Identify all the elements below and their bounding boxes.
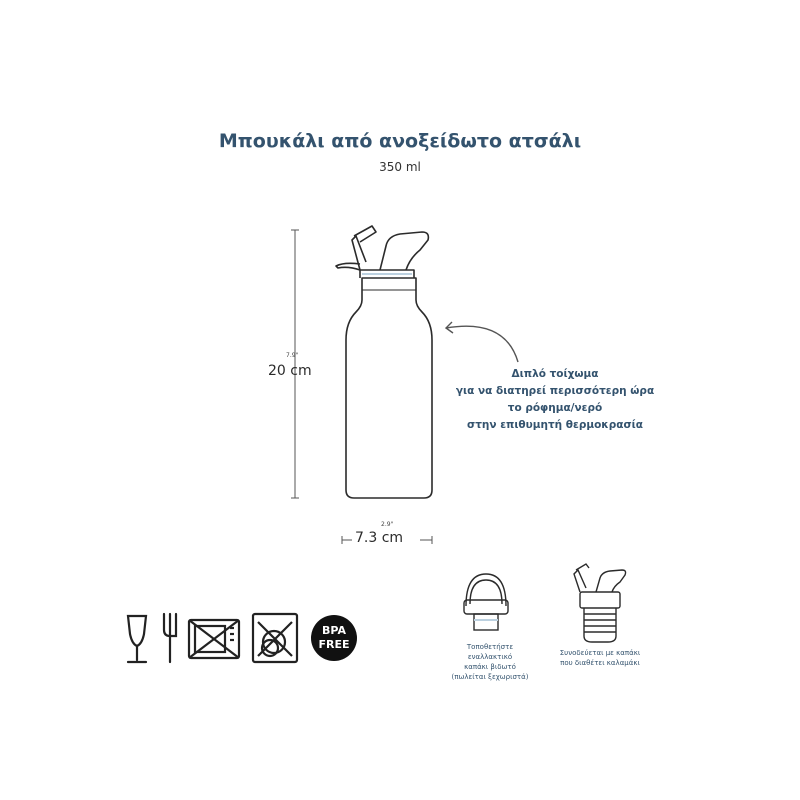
note-line: για να διατηρεί περισσότερη ώρα [455, 385, 655, 397]
caption-line: εναλλακτικό [467, 653, 513, 661]
height-cm: 20 cm [268, 363, 312, 379]
screw-cap-icon [464, 574, 508, 630]
note-line: Διπλό τοίχωμα [511, 368, 599, 380]
bottle-outline [336, 226, 432, 498]
food-safe-icon [128, 614, 176, 662]
screw-cap-caption [440, 642, 540, 682]
straw-cap-caption [540, 648, 660, 668]
no-dishwasher-icon [253, 614, 297, 662]
bpa-free-icon [311, 615, 357, 661]
no-microwave-icon [189, 620, 239, 658]
bpa-free-line2: FREE [318, 638, 350, 651]
note-line: στην επιθυμητή θερμοκρασία [467, 419, 643, 431]
caption-line: (πωλείται ξεχωριστά) [451, 673, 529, 681]
caption-line: Συνοδεύεται με καπάκι [559, 649, 641, 657]
note-line: το ρόφημα/νερό [507, 402, 603, 414]
width-inches: 2.9" [381, 521, 394, 528]
page-title: Μπουκάλι από ανοξείδωτο ατσάλι [218, 130, 582, 152]
bpa-free-line1: BPA [322, 624, 346, 637]
double-wall-note [430, 366, 680, 434]
width-cm: 7.3 cm [355, 530, 404, 546]
caption-line: που διαθέτει καλαμάκι [560, 659, 640, 667]
height-inches: 7.9" [286, 352, 299, 359]
caption-line: Τοποθετήστε [466, 643, 514, 651]
arrow-icon [446, 322, 518, 362]
caption-line: καπάκι βιδωτό [464, 663, 516, 671]
straw-cap-icon [574, 564, 626, 642]
capacity-label: 350 ml [379, 160, 421, 174]
